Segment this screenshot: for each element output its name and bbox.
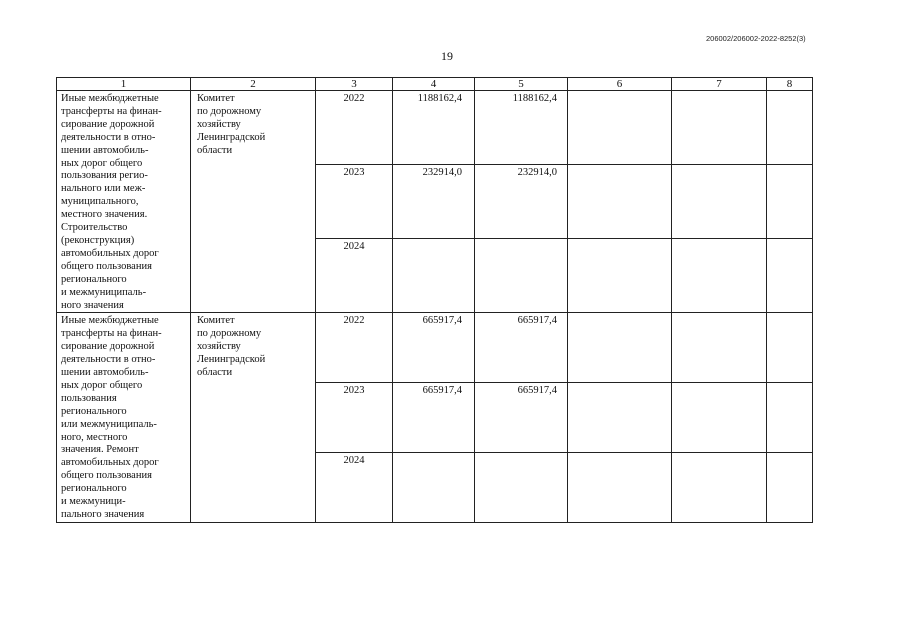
value-cell-col7 xyxy=(672,239,767,313)
description-line: шении автомобиль- xyxy=(61,144,149,156)
description-line: муниципального, xyxy=(61,196,139,208)
organization-line: Комитет xyxy=(197,315,235,327)
description-line: Иные межбюджетные xyxy=(61,93,159,104)
year-cell: 2023 xyxy=(316,383,393,453)
description-line: нального или меж- xyxy=(61,183,146,195)
organization-line: Ленинградской xyxy=(197,354,266,366)
description-line: пользования регио- xyxy=(61,170,148,182)
column-header: 1 xyxy=(57,78,191,91)
description-line: местного значения. xyxy=(61,209,148,221)
value-cell-col6 xyxy=(568,313,672,383)
description-line: Строительство xyxy=(61,222,128,234)
header-row xyxy=(57,78,813,91)
description-line: ных дорог общего xyxy=(61,157,143,169)
description-line: значения. Ремонт xyxy=(61,444,139,456)
year-cell: 2024 xyxy=(316,239,393,313)
description-line: трансферты на финан- xyxy=(61,328,162,340)
description-line: сирование дорожной xyxy=(61,341,155,353)
description-line: пального значения xyxy=(61,509,145,520)
description-line: ного, местного xyxy=(61,431,128,443)
description-line: и межмуниципаль- xyxy=(61,286,147,298)
description-line: автомобильных дорог xyxy=(61,457,159,469)
value-cell-col4: 665917,4 xyxy=(393,383,475,453)
description-line: общего пользования xyxy=(61,470,152,482)
value-cell-col7 xyxy=(672,383,767,453)
column-header: 5 xyxy=(475,78,568,91)
organization-line: хозяйству xyxy=(197,341,241,353)
budget-table xyxy=(56,77,813,523)
description-line: шении автомобиль- xyxy=(61,367,149,379)
description-line: деятельности в отно- xyxy=(61,131,156,143)
description-line: автомобильных дорог xyxy=(61,247,159,259)
column-header: 8 xyxy=(767,78,813,91)
value-cell-col8 xyxy=(767,313,813,383)
column-header: 6 xyxy=(568,78,672,91)
organization-line: по дорожному xyxy=(197,105,262,117)
value-cell-col6 xyxy=(568,165,672,239)
description-line: и межмуници- xyxy=(61,496,126,508)
value-cell-col8 xyxy=(767,383,813,453)
organization-line: области xyxy=(197,367,233,379)
description-line: ных дорог общего xyxy=(61,379,143,391)
description-line: ного значения xyxy=(61,299,124,311)
page-number: 19 xyxy=(441,49,453,63)
organization-line: хозяйству xyxy=(197,118,241,130)
value-cell-col4: 1188162,4 xyxy=(393,91,475,165)
description-line: Иные межбюджетные xyxy=(61,315,159,327)
organization-cell xyxy=(191,313,316,523)
value-cell-col8 xyxy=(767,165,813,239)
organization-line: по дорожному xyxy=(197,328,262,340)
value-cell-col5: 665917,4 xyxy=(475,383,568,453)
description-line: общего пользования xyxy=(61,260,152,272)
value-cell-col7 xyxy=(672,91,767,165)
organization-line: области xyxy=(197,144,233,156)
description-line: (реконструкция) xyxy=(61,234,135,246)
value-cell-col5 xyxy=(475,239,568,313)
organization-line: Комитет xyxy=(197,93,235,104)
organization-cell xyxy=(191,91,316,313)
description-line: регионального xyxy=(61,273,127,285)
value-cell-col8 xyxy=(767,91,813,165)
document-id: 206002/206002-2022-8252(3) xyxy=(706,34,806,43)
description-line: сирование дорожной xyxy=(61,118,155,130)
description-line: деятельности в отно- xyxy=(61,354,156,366)
column-header: 4 xyxy=(393,78,475,91)
year-cell: 2023 xyxy=(316,165,393,239)
description-line: трансферты на финан- xyxy=(61,105,162,117)
measure-description-cell xyxy=(57,313,191,523)
value-cell-col6 xyxy=(568,383,672,453)
description-line: пользования xyxy=(61,392,117,404)
value-cell-col4 xyxy=(393,453,475,523)
value-cell-col6 xyxy=(568,91,672,165)
year-cell: 2022 xyxy=(316,91,393,165)
value-cell-col8 xyxy=(767,453,813,523)
value-cell-col7 xyxy=(672,313,767,383)
measure-description-cell xyxy=(57,91,191,313)
value-cell-col5: 1188162,4 xyxy=(475,91,568,165)
column-header: 3 xyxy=(316,78,393,91)
column-header: 2 xyxy=(191,78,316,91)
value-cell-col7 xyxy=(672,165,767,239)
year-cell: 2024 xyxy=(316,453,393,523)
column-header: 7 xyxy=(672,78,767,91)
value-cell-col4: 232914,0 xyxy=(393,165,475,239)
organization-line: Ленинградской xyxy=(197,131,266,143)
value-cell-col6 xyxy=(568,239,672,313)
value-cell-col4: 665917,4 xyxy=(393,313,475,383)
value-cell-col5 xyxy=(475,453,568,523)
value-cell-col6 xyxy=(568,453,672,523)
description-line: или межмуниципаль- xyxy=(61,418,157,430)
description-line: регионального xyxy=(61,405,127,417)
value-cell-col5: 232914,0 xyxy=(475,165,568,239)
value-cell-col8 xyxy=(767,239,813,313)
value-cell-col4 xyxy=(393,239,475,313)
description-line: регионального xyxy=(61,483,127,495)
value-cell-col5: 665917,4 xyxy=(475,313,568,383)
year-cell: 2022 xyxy=(316,313,393,383)
table-row xyxy=(57,91,813,165)
table-row xyxy=(57,313,813,383)
value-cell-col7 xyxy=(672,453,767,523)
